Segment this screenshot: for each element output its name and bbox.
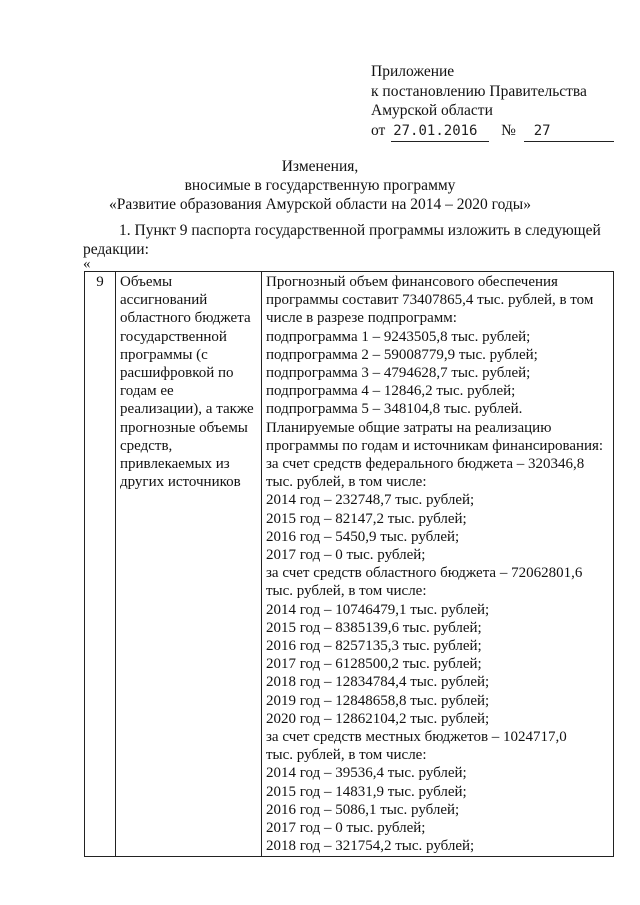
item-label-line: средств, [120,437,173,454]
date-value: 27.01.2016 [391,122,489,143]
document-heading [60,157,580,214]
content-line: 2019 год – 12848658,8 тыс. рублей; [266,692,490,709]
heading-line-2: вносимые в государственную программу [184,177,456,194]
content-line: подпрограмма 1 – 9243505,8 тыс. рублей; [266,328,531,345]
content-line: 2015 год – 82147,2 тыс. рублей; [266,510,467,527]
content-line: программы по годам и источникам финансирования: [266,437,604,454]
content-line: 2016 год – 5450,9 тыс. рублей; [266,528,460,545]
paragraph-line-1: 1. Пункт 9 паспорта государственной программы изложить в следующей [119,222,601,239]
item-content-cell [262,272,614,857]
item-label-line: других источников [120,474,241,491]
content-line: Прогнозный объем финансового обеспечения [266,274,558,290]
content-line: 2017 год – 0 тыс. рублей; [266,547,426,564]
content-line: 2018 год – 12834784,4 тыс. рублей; [266,674,490,691]
content-line: тыс. рублей, в том числе: [266,474,427,491]
item-label-line: ассигнований [120,292,208,309]
content-line: за счет средств местных бюджетов – 1024717,0 [266,729,567,746]
item-label-line: привлекаемых из [120,456,230,473]
item-label-line: программы (с [120,346,208,363]
appendix-resolution: к постановлению Правительства [371,82,587,100]
number-sign: № [501,121,516,139]
item-label-cell [116,272,262,857]
appendix-block [371,62,614,142]
content-line: 2014 год – 10746479,1 тыс. рублей; [266,601,490,618]
content-line: подпрограмма 4 – 12846,2 тыс. рублей; [266,383,516,400]
content-line: за счет средств областного бюджета – 72062801,6 [266,565,583,582]
item-label-line: годам ее [120,383,174,400]
content-line: числе в разрезе подпрограмм: [266,310,457,327]
appendix-date-line [371,121,614,143]
content-line: программы составит 73407865,4 тыс. рублей, в том [266,292,594,309]
content-line: за счет средств федерального бюджета – 320346,8 [266,456,585,473]
item-label-line: реализации), а также [120,401,254,418]
content-line: подпрограмма 2 – 59008779,9 тыс. рублей; [266,346,538,363]
content-line: Планируемые общие затраты на реализацию [266,419,552,436]
opening-quote: « [83,256,91,272]
heading-line-1: Изменения, [281,158,359,175]
item-number: 9 [85,272,116,857]
content-line: 2015 год – 14831,9 тыс. рублей; [266,783,467,800]
content-line: тыс. рублей, в том числе: [266,747,427,764]
appendix-region: Амурской области [371,102,493,119]
heading-line-3: «Развитие образования Амурской области на 2014 – 2020 годы» [109,196,531,213]
content-line: 2020 год – 12862104,2 тыс. рублей; [266,710,490,727]
content-line: подпрограмма 3 – 4794628,7 тыс. рублей; [266,365,531,382]
content-line: 2016 год – 5086,1 тыс. рублей; [266,801,460,818]
content-line: 2015 год – 8385139,6 тыс. рублей; [266,619,482,636]
number-value: 27 [524,122,614,143]
content-line: 2014 год – 39536,4 тыс. рублей; [266,765,467,782]
date-prefix: от [371,121,386,139]
item-label-line: областного бюджета [120,310,251,327]
content-line: тыс. рублей, в том числе: [266,583,427,600]
item-label-line: государственной [120,328,227,345]
content-line: 2016 год – 8257135,3 тыс. рублей; [266,638,482,655]
passport-table [84,271,614,857]
content-line: подпрограмма 5 – 348104,8 тыс. рублей. [266,401,523,418]
item-label-line: прогнозные объемы [120,419,248,436]
content-line: 2017 год – 6128500,2 тыс. рублей; [266,656,482,673]
item-label-line: расшифровкой по [120,365,234,382]
content-line: 2018 год – 321754,2 тыс. рублей; [266,838,475,855]
item-label-line: Объемы [120,274,173,290]
paragraph-1 [83,221,608,259]
table-row [85,272,614,857]
content-line: 2017 год – 0 тыс. рублей; [266,820,426,837]
appendix-title: Приложение [371,63,455,80]
content-line: 2014 год – 232748,7 тыс. рублей; [266,492,475,509]
paragraph-line-2: редакции: [83,241,149,258]
